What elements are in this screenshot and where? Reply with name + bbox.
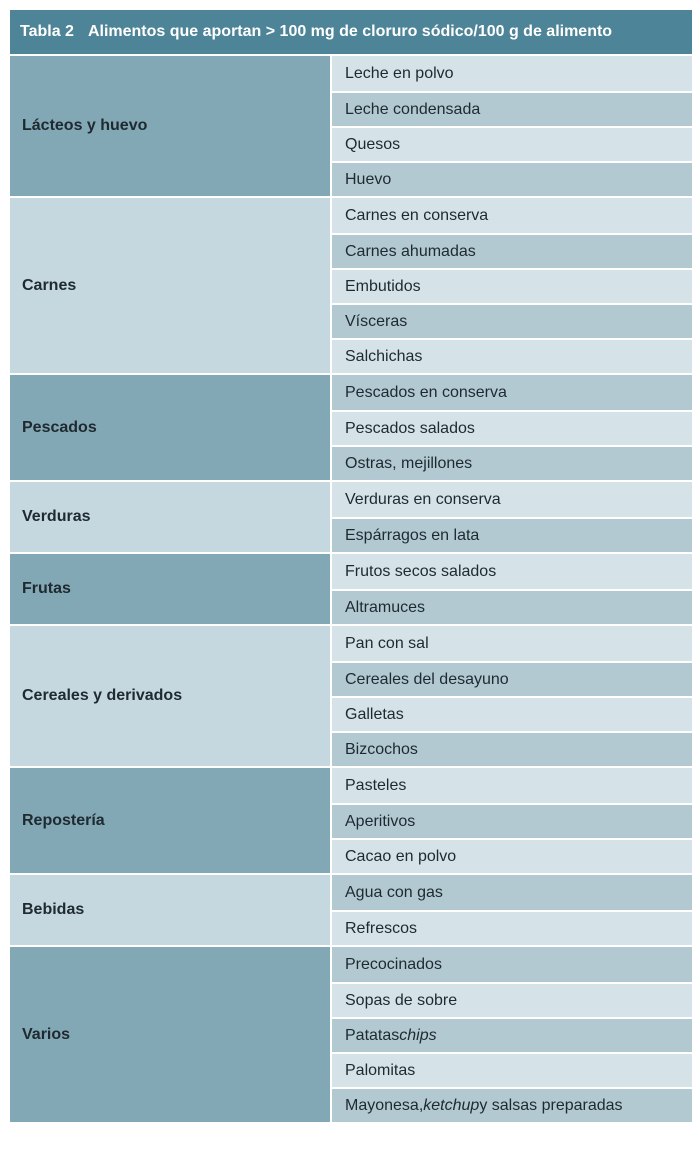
food-item: Carnes en conserva [332,198,692,233]
category-label: Varios [10,947,332,1122]
category-group [10,945,692,1122]
food-item: Mayonesa, ketchup y salsas preparadas [332,1087,692,1122]
table-number: Tabla 2 [20,23,74,40]
food-item: Palomitas [332,1052,692,1087]
food-item: Espárragos en lata [332,517,692,552]
food-item: Pescados en conserva [332,375,692,410]
category-items [332,768,692,873]
category-group [10,373,692,480]
food-item: Agua con gas [332,875,692,910]
category-group [10,873,692,945]
category-items [332,875,692,945]
category-group [10,552,692,624]
category-items [332,56,692,196]
food-item: Pan con sal [332,626,692,661]
category-group [10,766,692,873]
category-group [10,196,692,373]
category-label: Cereales y derivados [10,626,332,766]
category-label: Frutas [10,554,332,624]
food-item: Bizcochos [332,731,692,766]
category-items [332,482,692,552]
food-item: Leche en polvo [332,56,692,91]
food-item: Patatas chips [332,1017,692,1052]
category-label: Bebidas [10,875,332,945]
food-item: Leche condensada [332,91,692,126]
category-label: Verduras [10,482,332,552]
food-item: Frutos secos salados [332,554,692,589]
category-label: Repostería [10,768,332,873]
category-group [10,56,692,196]
food-item: Pescados salados [332,410,692,445]
table-title: Alimentos que aportan > 100 mg de cloruro sódico/100 g de alimento [87,23,613,40]
category-label: Carnes [10,198,332,373]
category-label: Lácteos y huevo [10,56,332,196]
food-item: Verduras en conserva [332,482,692,517]
category-items [332,626,692,766]
food-item: Precocinados [332,947,692,982]
category-items [332,198,692,373]
food-table [10,10,692,1122]
food-item: Refrescos [332,910,692,945]
food-item: Quesos [332,126,692,161]
table-title-bar [10,10,692,56]
food-item: Vísceras [332,303,692,338]
category-label: Pescados [10,375,332,480]
food-item: Sopas de sobre [332,982,692,1017]
food-item: Aperitivos [332,803,692,838]
food-item: Embutidos [332,268,692,303]
category-items [332,375,692,480]
food-item: Ostras, mejillones [332,445,692,480]
category-items [332,554,692,624]
food-item: Altramuces [332,589,692,624]
food-item: Salchichas [332,338,692,373]
food-item: Huevo [332,161,692,196]
category-group [10,480,692,552]
table-body [10,56,692,1122]
food-item: Carnes ahumadas [332,233,692,268]
food-item: Galletas [332,696,692,731]
food-item: Cacao en polvo [332,838,692,873]
food-item: Cereales del desayuno [332,661,692,696]
category-group [10,624,692,766]
food-item: Pasteles [332,768,692,803]
category-items [332,947,692,1122]
